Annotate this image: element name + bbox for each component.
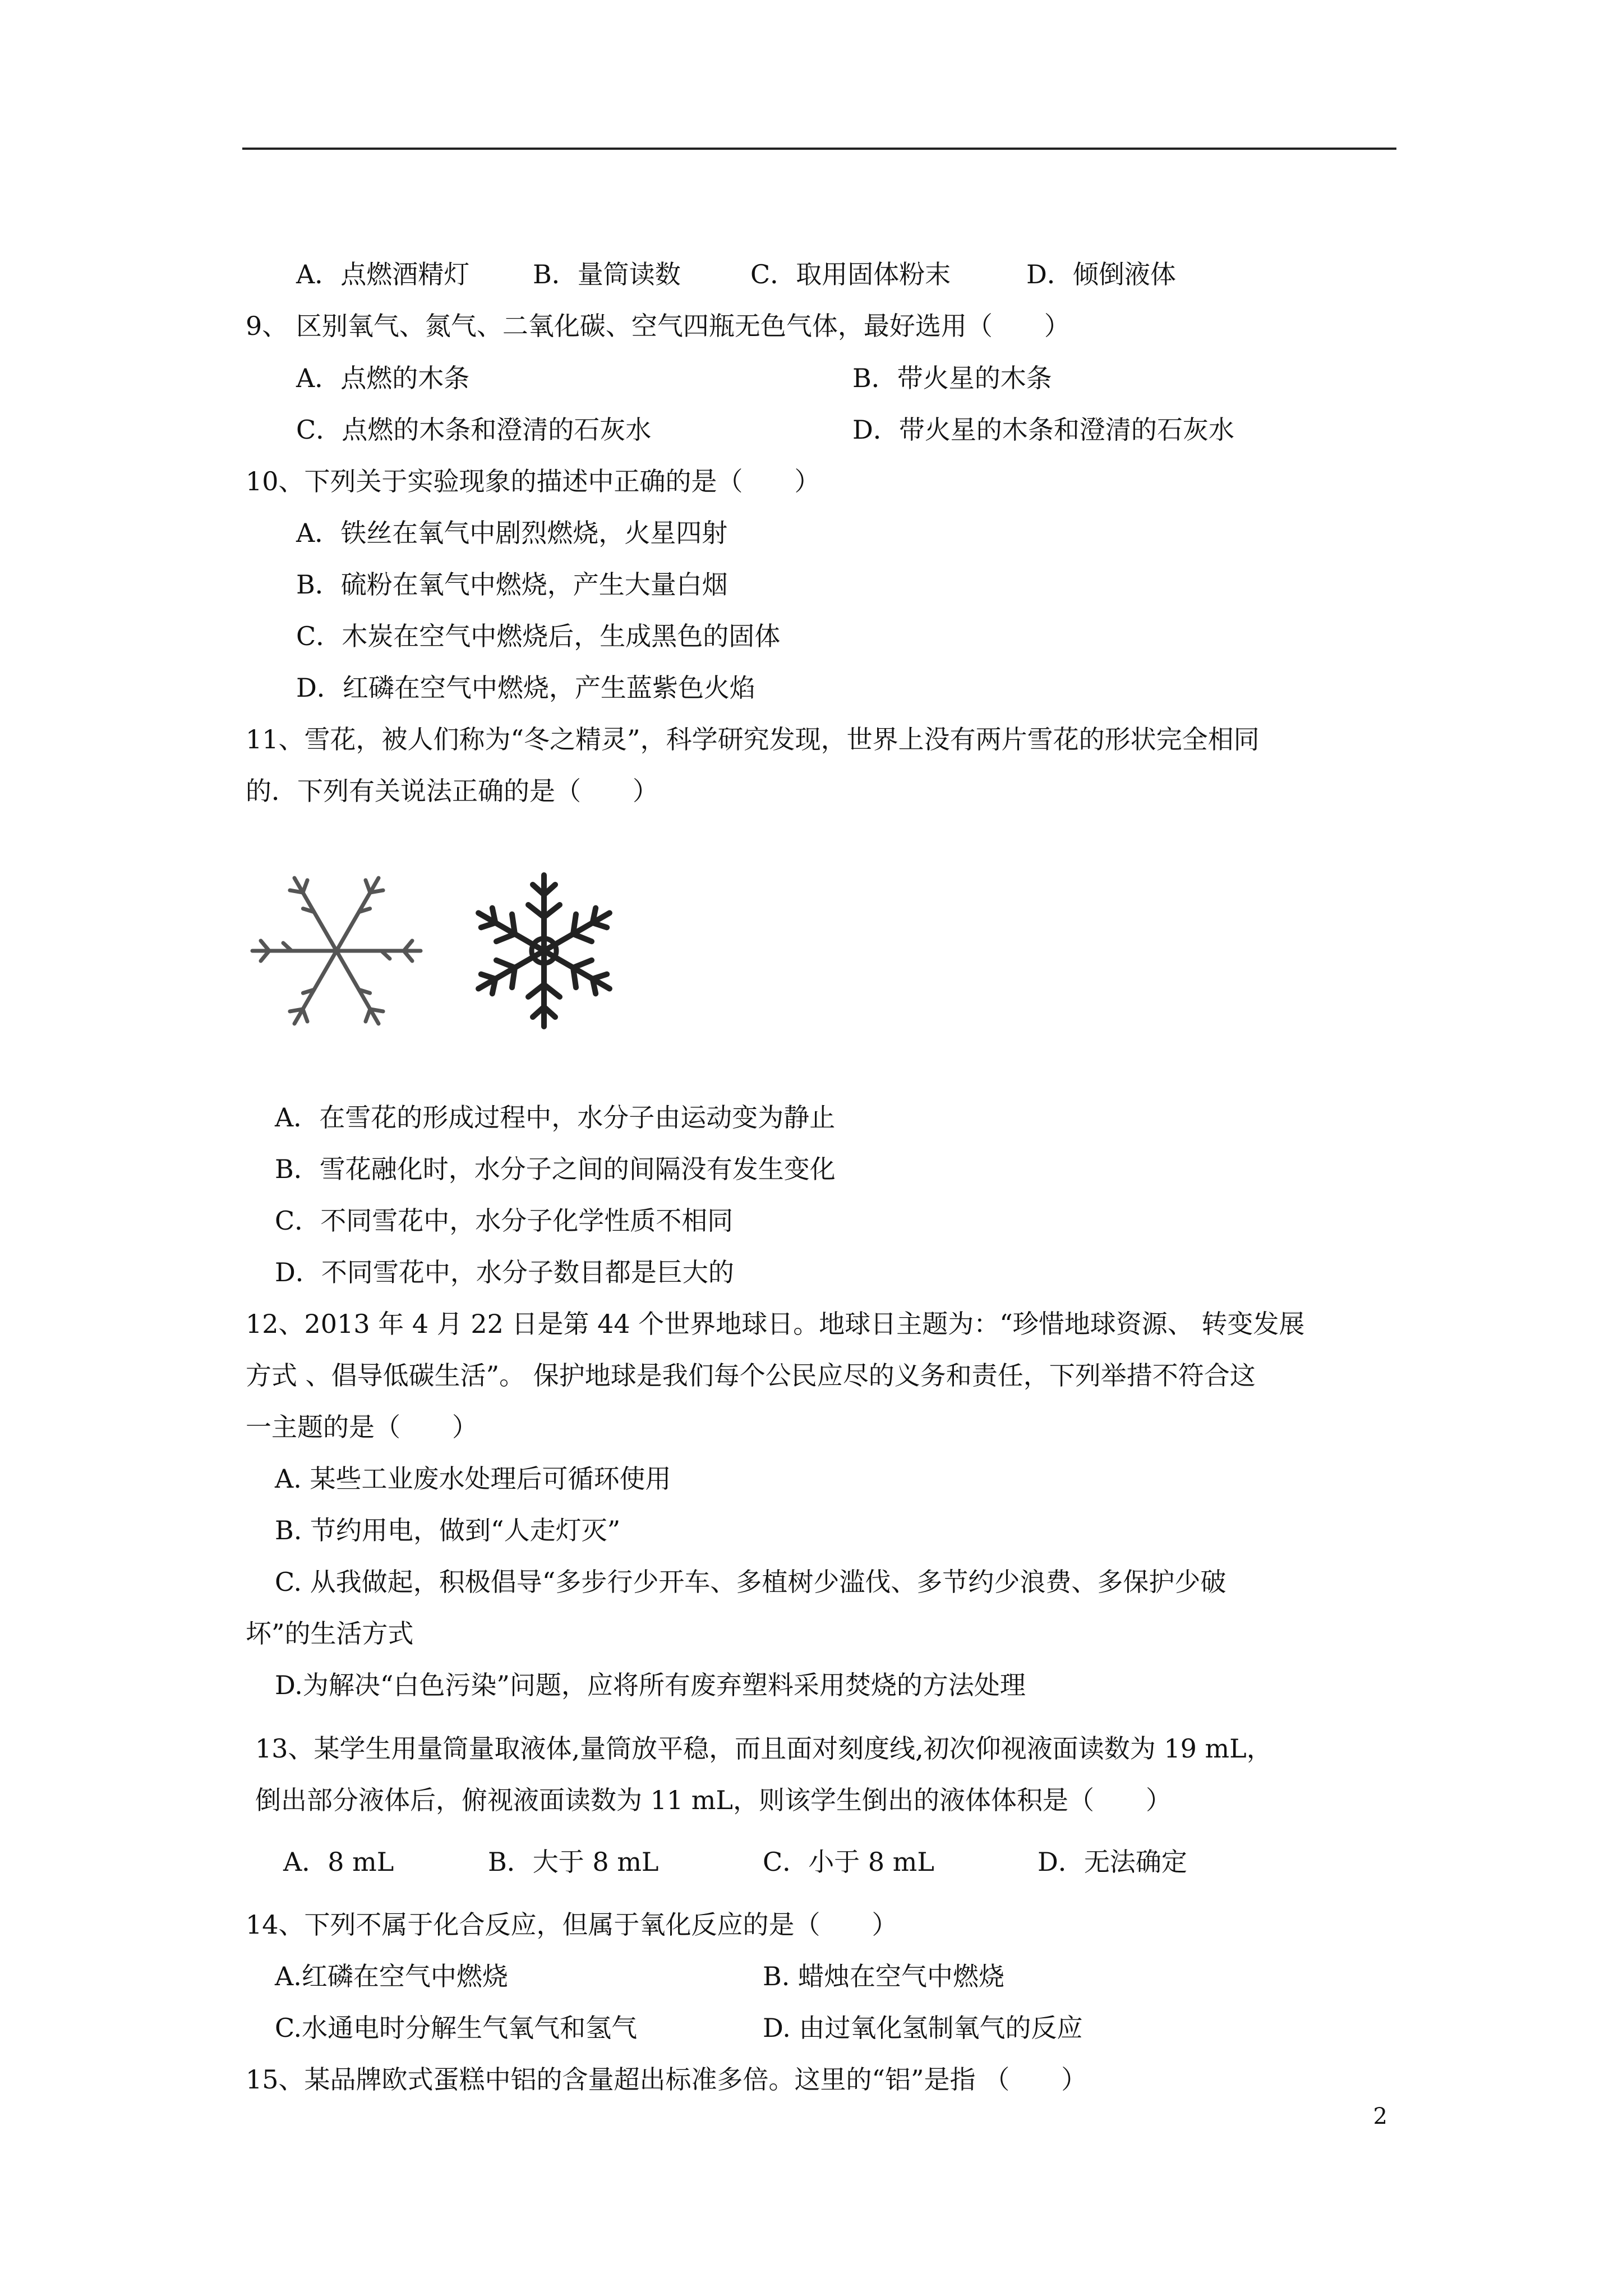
q12-option-c-line1: C. 从我做起，积极倡导“多步行少开车、多植树少滥伐、多节约少浪费、多保护少破	[275, 1567, 1227, 1597]
q10-option-c: C．木炭在空气中燃烧后，生成黑色的固体	[296, 621, 781, 651]
page-number: 2	[1373, 2104, 1387, 2129]
q11-option-b: B．雪花融化时，水分子之间的间隔没有发生变化	[275, 1154, 836, 1184]
header-rule	[242, 148, 1396, 150]
q8-option-d: D．倾倒液体	[1026, 259, 1176, 289]
q10-option-a: A．铁丝在氧气中剧烈燃烧，火星四射	[296, 518, 728, 548]
q9-option-c: C．点燃的木条和澄清的石灰水	[296, 415, 652, 445]
q13-options-row	[0, 1846, 1623, 1879]
snowflake-right-icon	[471, 875, 617, 1027]
q13-stem-line2: 倒出部分液体后，俯视液面读数为 11 mL，则该学生倒出的液体体积是（ ）	[255, 1785, 1172, 1815]
q12-stem-line3: 一主题的是（ ）	[246, 1412, 478, 1442]
q10-option-d: D．红磷在空气中燃烧，产生蓝紫色火焰	[296, 673, 755, 703]
q14-options-row2	[0, 2012, 1623, 2045]
q12-stem-line1: 12、2013 年 4 月 22 日是第 44 个世界地球日。地球日主题为：“珍惜地球资源、 转变发展	[246, 1309, 1305, 1339]
q11-option-d: D．不同雪花中，水分子数目都是巨大的	[275, 1257, 734, 1287]
q8-options-row	[0, 258, 1623, 292]
q14-option-b: B. 蜡烛在空气中燃烧	[763, 1961, 1005, 1991]
q11-option-a: A．在雪花的形成过程中，水分子由运动变为静止	[275, 1102, 836, 1133]
q12-option-b: B. 节约用电，做到“人走灯灭”	[275, 1515, 621, 1545]
q8-option-a: A．点燃酒精灯	[296, 259, 470, 289]
q12-option-d: D.为解决“白色污染”问题，应将所有废弃塑料采用焚烧的方法处理	[275, 1670, 1026, 1700]
q12-option-c-line2: 坏”的生活方式	[246, 1618, 414, 1649]
q9-stem: 9、 区别氧气、氮气、二氧化碳、空气四瓶无色气体，最好选用（ ）	[246, 311, 1070, 341]
q9-option-a: A．点燃的木条	[296, 363, 470, 393]
q12-stem-line2: 方式 、倡导低碳生活”。 保护地球是我们每个公民应尽的义务和责任，下列举措不符合这	[246, 1360, 1256, 1391]
q14-stem: 14、下列不属于化合反应，但属于氧化反应的是（ ）	[246, 1910, 898, 1940]
q8-option-b: B．量筒读数	[533, 259, 681, 289]
q13-option-d: D．无法确定	[1038, 1847, 1187, 1877]
q13-option-c: C．小于 8 mL	[763, 1847, 934, 1877]
q11-option-c: C．不同雪花中，水分子化学性质不相同	[275, 1205, 734, 1236]
q12-option-a: A. 某些工业废水处理后可循环使用	[275, 1464, 671, 1494]
q14-option-a: A.红磷在空气中燃烧	[275, 1961, 508, 1991]
q11-stem-line2: 的．下列有关说法正确的是（ ）	[246, 776, 658, 806]
q10-stem: 10、下列关于实验现象的描述中正确的是（ ）	[246, 466, 820, 496]
q8-option-c: C．取用固体粉末	[750, 259, 951, 289]
q9-options-row2	[0, 413, 1623, 447]
q9-option-d: D．带火星的木条和澄清的石灰水	[852, 415, 1234, 445]
snowflake-left-icon	[252, 873, 421, 1029]
q9-options-row1	[0, 362, 1623, 395]
q10-option-b: B．硫粉在氧气中燃烧，产生大量白烟	[296, 569, 728, 600]
q14-option-c: C.水通电时分解生气氧气和氢气	[275, 2013, 638, 2043]
q9-option-b: B．带火星的木条	[852, 363, 1052, 393]
snowflake-images	[247, 867, 634, 1035]
q14-option-d: D. 由过氧化氢制氧气的反应	[763, 2013, 1083, 2043]
q13-option-a: A．8 mL	[283, 1847, 394, 1877]
q13-option-b: B．大于 8 mL	[488, 1847, 659, 1877]
q11-stem-line1: 11、雪花，被人们称为“冬之精灵”，科学研究发现，世界上没有两片雪花的形状完全相同	[246, 724, 1260, 754]
q15-stem: 15、某品牌欧式蛋糕中铝的含量超出标准多倍。这里的“铝”是指 （ ）	[246, 2064, 1087, 2095]
q14-options-row1	[0, 1960, 1623, 1994]
q13-stem-line1: 13、某学生用量筒量取液体,量筒放平稳，而且面对刻度线,初次仰视液面读数为 19 mL，	[255, 1733, 1272, 1764]
